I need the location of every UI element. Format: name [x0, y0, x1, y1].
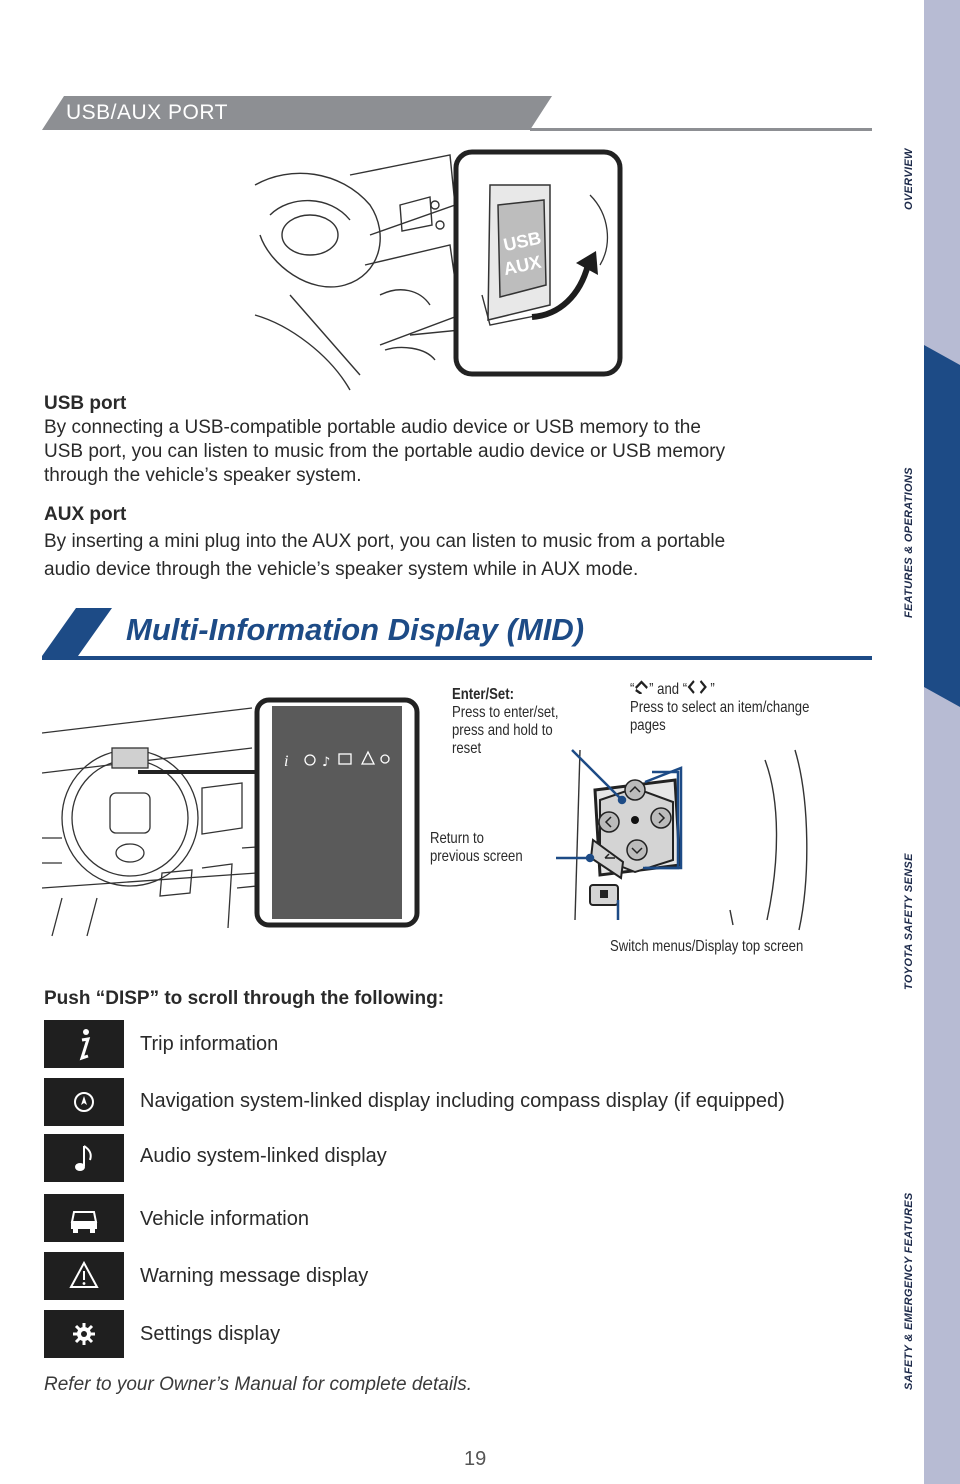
- usb-port-line-1: By connecting a USB-compatible portable audio device or USB memory to the: [44, 417, 701, 438]
- aux-port-line-1: By inserting a mini plug into the AUX port, you can listen to music from a portable: [44, 531, 726, 552]
- list-item-trip-info: Trip information: [140, 1033, 279, 1055]
- return-callout: [430, 830, 561, 866]
- dashboard-illustration: [42, 688, 422, 938]
- usb-port-heading: USB port: [44, 393, 127, 414]
- callout-leaders: [550, 740, 700, 920]
- enter-set-line-3: reset: [452, 740, 482, 757]
- nav-label-toyota-safety-sense[interactable]: TOYOTA SAFETY SENSE: [903, 853, 915, 990]
- arrows-line-2: pages: [630, 717, 666, 734]
- chevron-up-down-icon: [634, 680, 649, 694]
- chevron-left-right-icon: [687, 680, 707, 694]
- list-icon-box-settings: [44, 1310, 124, 1358]
- list-icon-box-vehicle: [44, 1194, 124, 1242]
- arrows-and: and: [657, 681, 680, 698]
- usb-port-label: USB: [501, 227, 543, 256]
- disp-list-heading: Push “DISP” to scroll through the following:: [44, 988, 445, 1009]
- info-icon: [44, 1020, 124, 1068]
- list-item-vehicle-info: Vehicle information: [140, 1208, 309, 1230]
- list-item-navigation: Navigation system-linked display including compass display (if equipped): [140, 1090, 785, 1112]
- usb-port-line-3: through the vehicle’s speaker system.: [44, 465, 362, 486]
- list-icon-box-navigation: [44, 1078, 124, 1126]
- list-icon-box-info: [44, 1020, 124, 1068]
- music-note-icon: [44, 1134, 124, 1182]
- warning-icon: [44, 1252, 124, 1300]
- enter-set-callout: [452, 686, 591, 758]
- enter-set-line-2: press and hold to: [452, 722, 553, 739]
- arrows-line-1: Press to select an item/change: [630, 699, 810, 716]
- switch-menus-callout: Switch menus/Display top screen: [610, 938, 804, 955]
- vehicle-icon: [44, 1194, 124, 1242]
- list-item-settings: Settings display: [140, 1323, 281, 1345]
- nav-tab-overview[interactable]: [924, 0, 960, 340]
- side-navigation: [924, 0, 960, 1484]
- list-item-audio: Audio system-linked display: [140, 1145, 387, 1167]
- list-icon-box-warning: [44, 1252, 124, 1300]
- arrows-callout: “ ” and “ ” Press to select an item/change pages: [630, 681, 810, 734]
- gear-icon: [44, 1310, 124, 1358]
- mid-section-title: Multi-Information Display (MID): [126, 612, 585, 647]
- navigation-icon: [44, 1078, 124, 1126]
- nav-tab-safety-emergency[interactable]: [924, 1105, 960, 1484]
- section-header-title: USB/AUX PORT: [66, 101, 228, 124]
- list-item-warning: Warning message display: [140, 1265, 369, 1287]
- aux-port-heading: AUX port: [44, 504, 127, 525]
- return-line-1: Return to: [430, 830, 484, 847]
- svg-text:i: i: [284, 753, 289, 770]
- usb-aux-illustration: [250, 145, 625, 395]
- enter-set-line-1: Press to enter/set,: [452, 704, 559, 721]
- nav-label-safety-emergency[interactable]: SAFETY & EMERGENCY FEATURES: [903, 1192, 915, 1390]
- footnote: Refer to your Owner’s Manual for complete details.: [44, 1374, 473, 1395]
- aux-port-label: AUX: [501, 251, 543, 280]
- svg-text:♪: ♪: [322, 755, 331, 770]
- enter-set-title: Enter/Set:: [452, 686, 514, 703]
- aux-port-line-2: audio device through the vehicle’s speaker system while in AUX mode.: [44, 559, 639, 580]
- usb-port-line-2: USB port, you can listen to music from the portable audio device or USB memory: [44, 441, 726, 462]
- section-header-rule: [530, 128, 872, 131]
- return-line-2: previous screen: [430, 848, 523, 865]
- nav-label-overview[interactable]: OVERVIEW: [903, 148, 915, 210]
- nav-tab-toyota-safety-sense[interactable]: [924, 712, 960, 1100]
- list-icon-box-audio: [44, 1134, 124, 1182]
- nav-tab-features-operations[interactable]: [924, 345, 960, 707]
- nav-label-features-operations[interactable]: FEATURES & OPERATIONS: [903, 467, 915, 618]
- page-number: 19: [464, 1448, 487, 1470]
